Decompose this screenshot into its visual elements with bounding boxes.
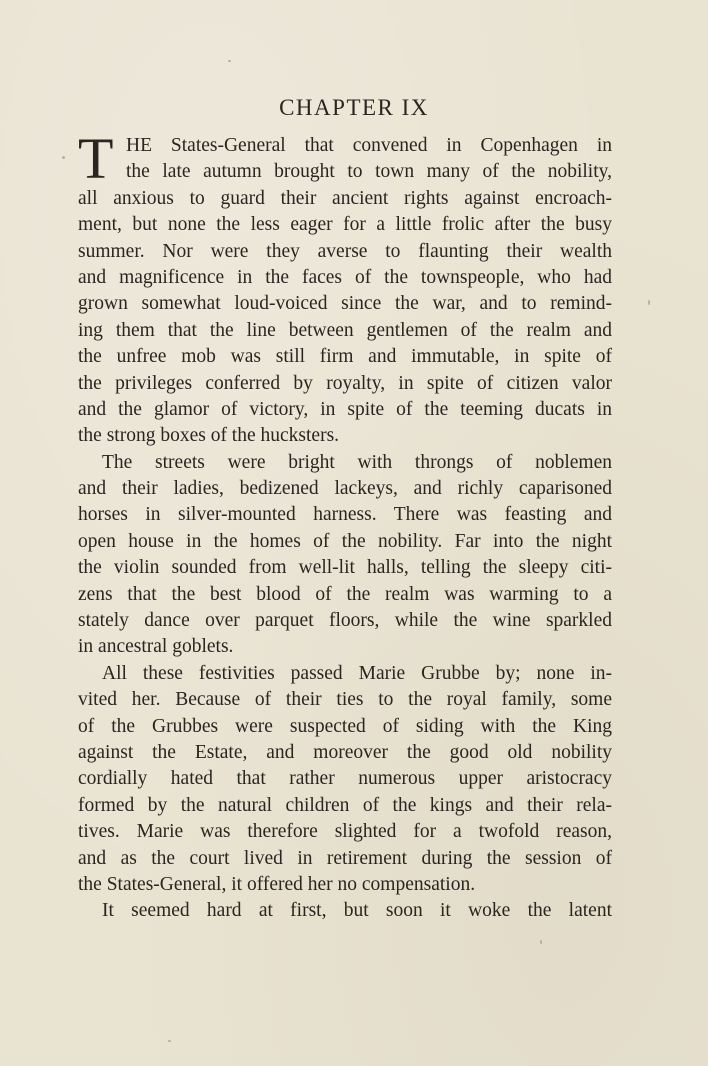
text-line: in ancestral goblets.	[78, 636, 234, 658]
text-line: All these festivities passed Marie Grubbe by; none in-	[102, 662, 612, 684]
text-line: the strong boxes of the hucksters.	[78, 425, 340, 447]
text-line: of the Grubbes were suspected of siding with the King	[78, 715, 612, 737]
text-line: HE States-General that convened in Copenhagen in	[126, 135, 612, 156]
text-line: The streets were bright with throngs of noblemen	[102, 451, 612, 473]
text-line: stately dance over parquet floors, while the wine sparkled	[78, 610, 612, 632]
text-line: grown somewhat loud-voiced since the war, and to remind-	[78, 293, 612, 315]
body-text	[78, 126, 612, 925]
paper-speck	[648, 300, 650, 305]
text-line: summer. Nor were they averse to flaunting their wealth	[78, 240, 612, 262]
text-line: and their ladies, bedizened lackeys, and richly caparisoned	[78, 478, 612, 500]
paper-speck	[62, 156, 65, 159]
text-line: vited her. Because of their ties to the royal family, some	[78, 689, 612, 711]
text-line: and the glamor of victory, in spite of the teeming ducats in	[78, 398, 612, 420]
text-line: ing them that the line between gentlemen of the realm and	[78, 319, 612, 341]
text-line: open house in the homes of the nobility. Far into the night	[78, 530, 612, 552]
text-line: formed by the natural children of the kings and their rela-	[78, 794, 612, 816]
text-line: ment, but none the less eager for a little frolic after the busy	[78, 214, 612, 236]
text-line: zens that the best blood of the realm was warming to a	[78, 583, 612, 605]
text-line: the States-General, it offered her no compensation.	[78, 873, 476, 895]
text-line: cordially hated that rather numerous upper aristocracy	[78, 768, 612, 790]
text-line: the unfree mob was still firm and immutable, in spite of	[78, 346, 612, 368]
drop-cap: T	[78, 126, 114, 191]
text-line: the privileges conferred by royalty, in spite of citizen valor	[78, 372, 612, 394]
paper-speck	[228, 60, 231, 62]
paper-speck	[540, 940, 542, 944]
text-line: It seemed hard at first, but soon it woke the latent	[102, 900, 612, 922]
text-line: against the Estate, and moreover the good old nobility	[78, 741, 612, 763]
text-line: horses in silver-mounted harness. There was feasting and	[78, 504, 612, 526]
text-line: and magnificence in the faces of the townspeople, who had	[78, 266, 612, 288]
text-line: and as the court lived in retirement during the session of	[78, 847, 612, 869]
paper-speck	[168, 1040, 171, 1042]
text-line: all anxious to guard their ancient rights against encroach-	[78, 187, 612, 209]
text-line: the late autumn brought to town many of the nobility,	[126, 161, 612, 183]
text-line: tives. Marie was therefore slighted for a twofold reason,	[78, 821, 612, 843]
chapter-title: CHAPTER IX	[279, 95, 429, 120]
text-line: the violin sounded from well-lit halls, telling the sleepy citi-	[78, 557, 612, 579]
